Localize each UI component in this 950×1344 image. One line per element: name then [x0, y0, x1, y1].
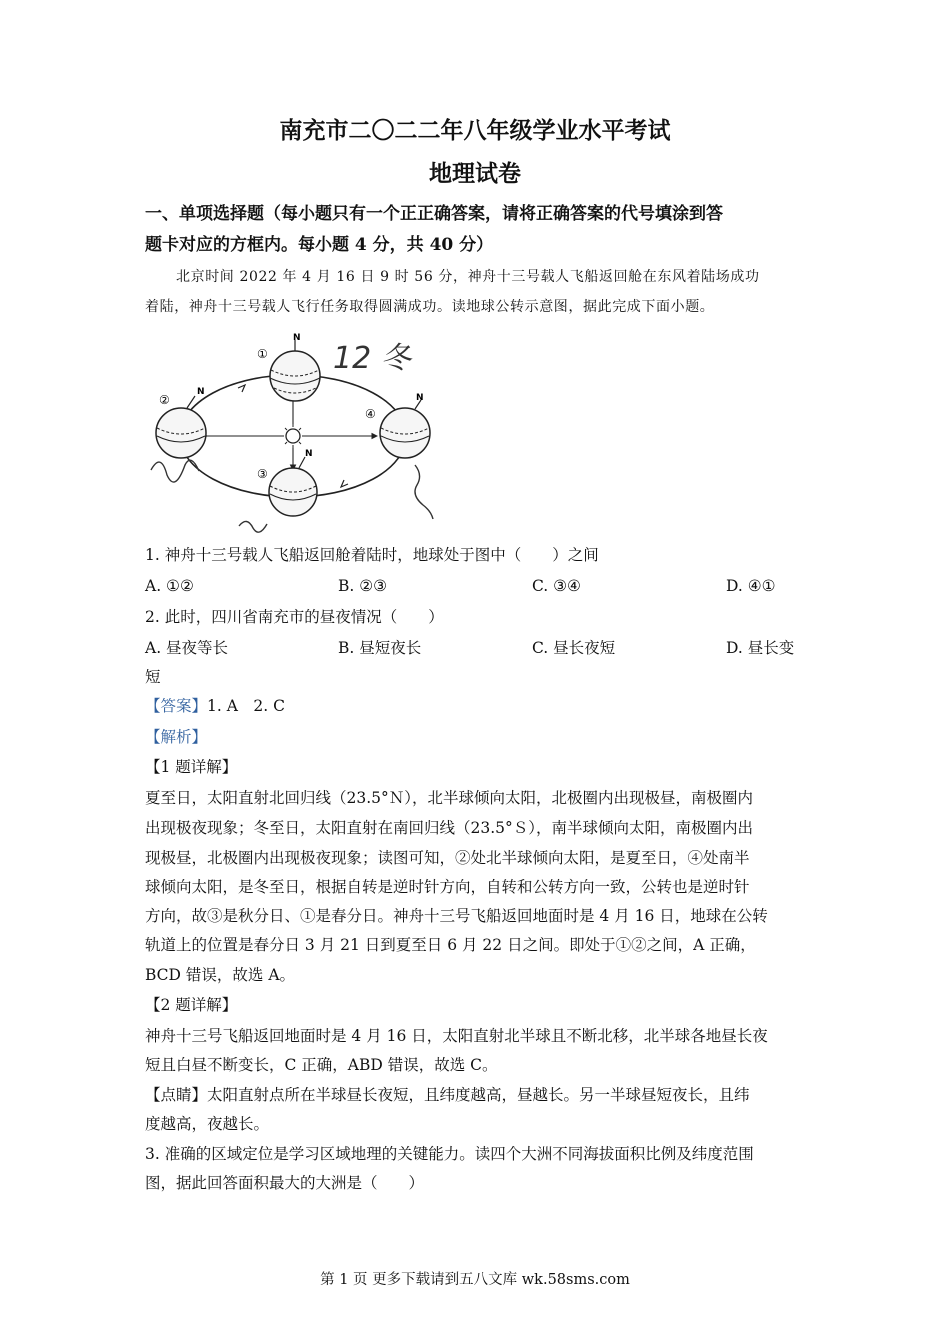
detail-1-line: BCD 错误，故选 A。 — [145, 966, 296, 984]
detail-1-label: 【1 题详解】 — [145, 758, 238, 776]
sun-icon — [281, 424, 305, 448]
tip-line1 — [145, 1084, 805, 1106]
handwriting-scribble-right — [415, 465, 433, 519]
intro-line1: 北京时间 2022 年 4 月 16 日 9 时 56 分，神舟十三号载人飞船返回舱在东风着陆场成功 — [176, 269, 760, 285]
q2-option-c: C. 昼长夜短 — [532, 639, 616, 657]
detail-1-line: 球倾向太阳，是冬至日，根据自转是逆时针方向，自转和公转方向一致，公转也是逆时针 — [145, 878, 750, 896]
handwriting-scribble-bottom — [239, 521, 267, 532]
marker-3: ③ — [257, 467, 268, 481]
intro-line2: 着陆，神舟十三号载人飞行任务取得圆满成功。读地球公转示意图，据此完成下面小题。 — [145, 299, 715, 315]
handwritten-note: 12 冬 — [333, 341, 411, 376]
analysis-label: 【解析】 — [145, 728, 208, 746]
north-label-1: N — [293, 333, 301, 343]
marker-1: ① — [257, 347, 268, 361]
earth-position-1 — [270, 340, 320, 401]
detail-1-line: 出现极夜现象；冬至日，太阳直射在南回归线（23.5°Ｓ），南半球倾向太阳，南极圈内出 — [145, 819, 754, 837]
marker-2: ② — [159, 393, 170, 407]
detail-1-line: 轨道上的位置是春分日 3 月 21 日到夏至日 6 月 22 日之间。即处于①②之间，A 正确， — [145, 936, 756, 954]
answer-line — [145, 695, 805, 717]
answer-label: 【答案】 — [145, 697, 208, 715]
tip-text: 太阳直射点所在半球昼长夜短，且纬度越高，昼越长。另一半球昼短夜长，且纬 — [207, 1086, 750, 1104]
question-3-line2: 图，据此回答面积最大的大洲是（ ） — [145, 1174, 425, 1192]
earth-position-4 — [380, 400, 430, 458]
section-heading-line1: 一、单项选择题（每小题只有一个正正确答案，请将正确答案的代号填涂到答 — [145, 204, 723, 224]
detail-1-line: 夏至日，太阳直射北回归线（23.5°Ｎ），北半球倾向太阳，北极圈内出现极昼，南极圈内 — [145, 789, 754, 807]
q1-option-a: A. ①② — [145, 577, 194, 595]
q2-option-d: D. 昼长变 — [726, 639, 795, 657]
tip-label: 【点睛】 — [145, 1086, 208, 1104]
detail-2-label: 【2 题详解】 — [145, 996, 238, 1014]
detail-1-line: 现极昼，北极圈内出现极夜现象；读图可知，②处北半球倾向太阳，是夏至日，④处南半 — [145, 849, 750, 867]
answer-text: 1. A 2. C — [207, 697, 286, 715]
tip-line2: 度越高，夜越长。 — [145, 1115, 270, 1133]
question-3-line1: 3. 准确的区域定位是学习区域地理的关键能力。读四个大洲不同海拔面积比例及纬度范围 — [145, 1145, 754, 1163]
section-heading-line2: 题卡对应的方框内。每小题 4 分，共 40 分） — [145, 235, 494, 255]
question-2-stem: 2. 此时，四川省南充市的昼夜情况（ ） — [145, 608, 444, 626]
exam-subtitle: 地理试卷 — [429, 160, 521, 187]
exam-title: 南充市二〇二二年八年级学业水平考试 — [279, 117, 671, 144]
q1-option-d: D. ④① — [726, 577, 776, 595]
page-footer: 第 1 页 更多下载请到五八文库 wk.58sms.com — [320, 1272, 630, 1288]
north-label-3: N — [305, 449, 313, 459]
detail-1-line: 方向，故③是秋分日、①是春分日。神舟十三号飞船返回地面时是 4 月 16 日，地球在公转 — [145, 907, 768, 925]
detail-2-line: 神舟十三号飞船返回地面时是 4 月 16 日，太阳直射北半球且不断北移，北半球各地昼长夜 — [145, 1027, 768, 1045]
q1-option-b: B. ②③ — [338, 577, 388, 595]
earth-orbit-diagram — [143, 330, 443, 535]
north-label-2: N — [197, 387, 205, 397]
q2-option-b: B. 昼短夜长 — [338, 639, 422, 657]
q2-option-a: A. 昼夜等长 — [145, 639, 229, 657]
question-1-stem: 1. 神舟十三号载人飞船返回舱着陆时，地球处于图中（ ）之间 — [145, 546, 599, 564]
marker-4: ④ — [365, 407, 376, 421]
q1-option-c: C. ③④ — [532, 577, 581, 595]
detail-2-line: 短且白昼不断变长，C 正确，ABD 错误，故选 C。 — [145, 1056, 498, 1074]
q2-option-d-wrap: 短 — [145, 668, 161, 686]
north-label-4: N — [416, 393, 424, 403]
